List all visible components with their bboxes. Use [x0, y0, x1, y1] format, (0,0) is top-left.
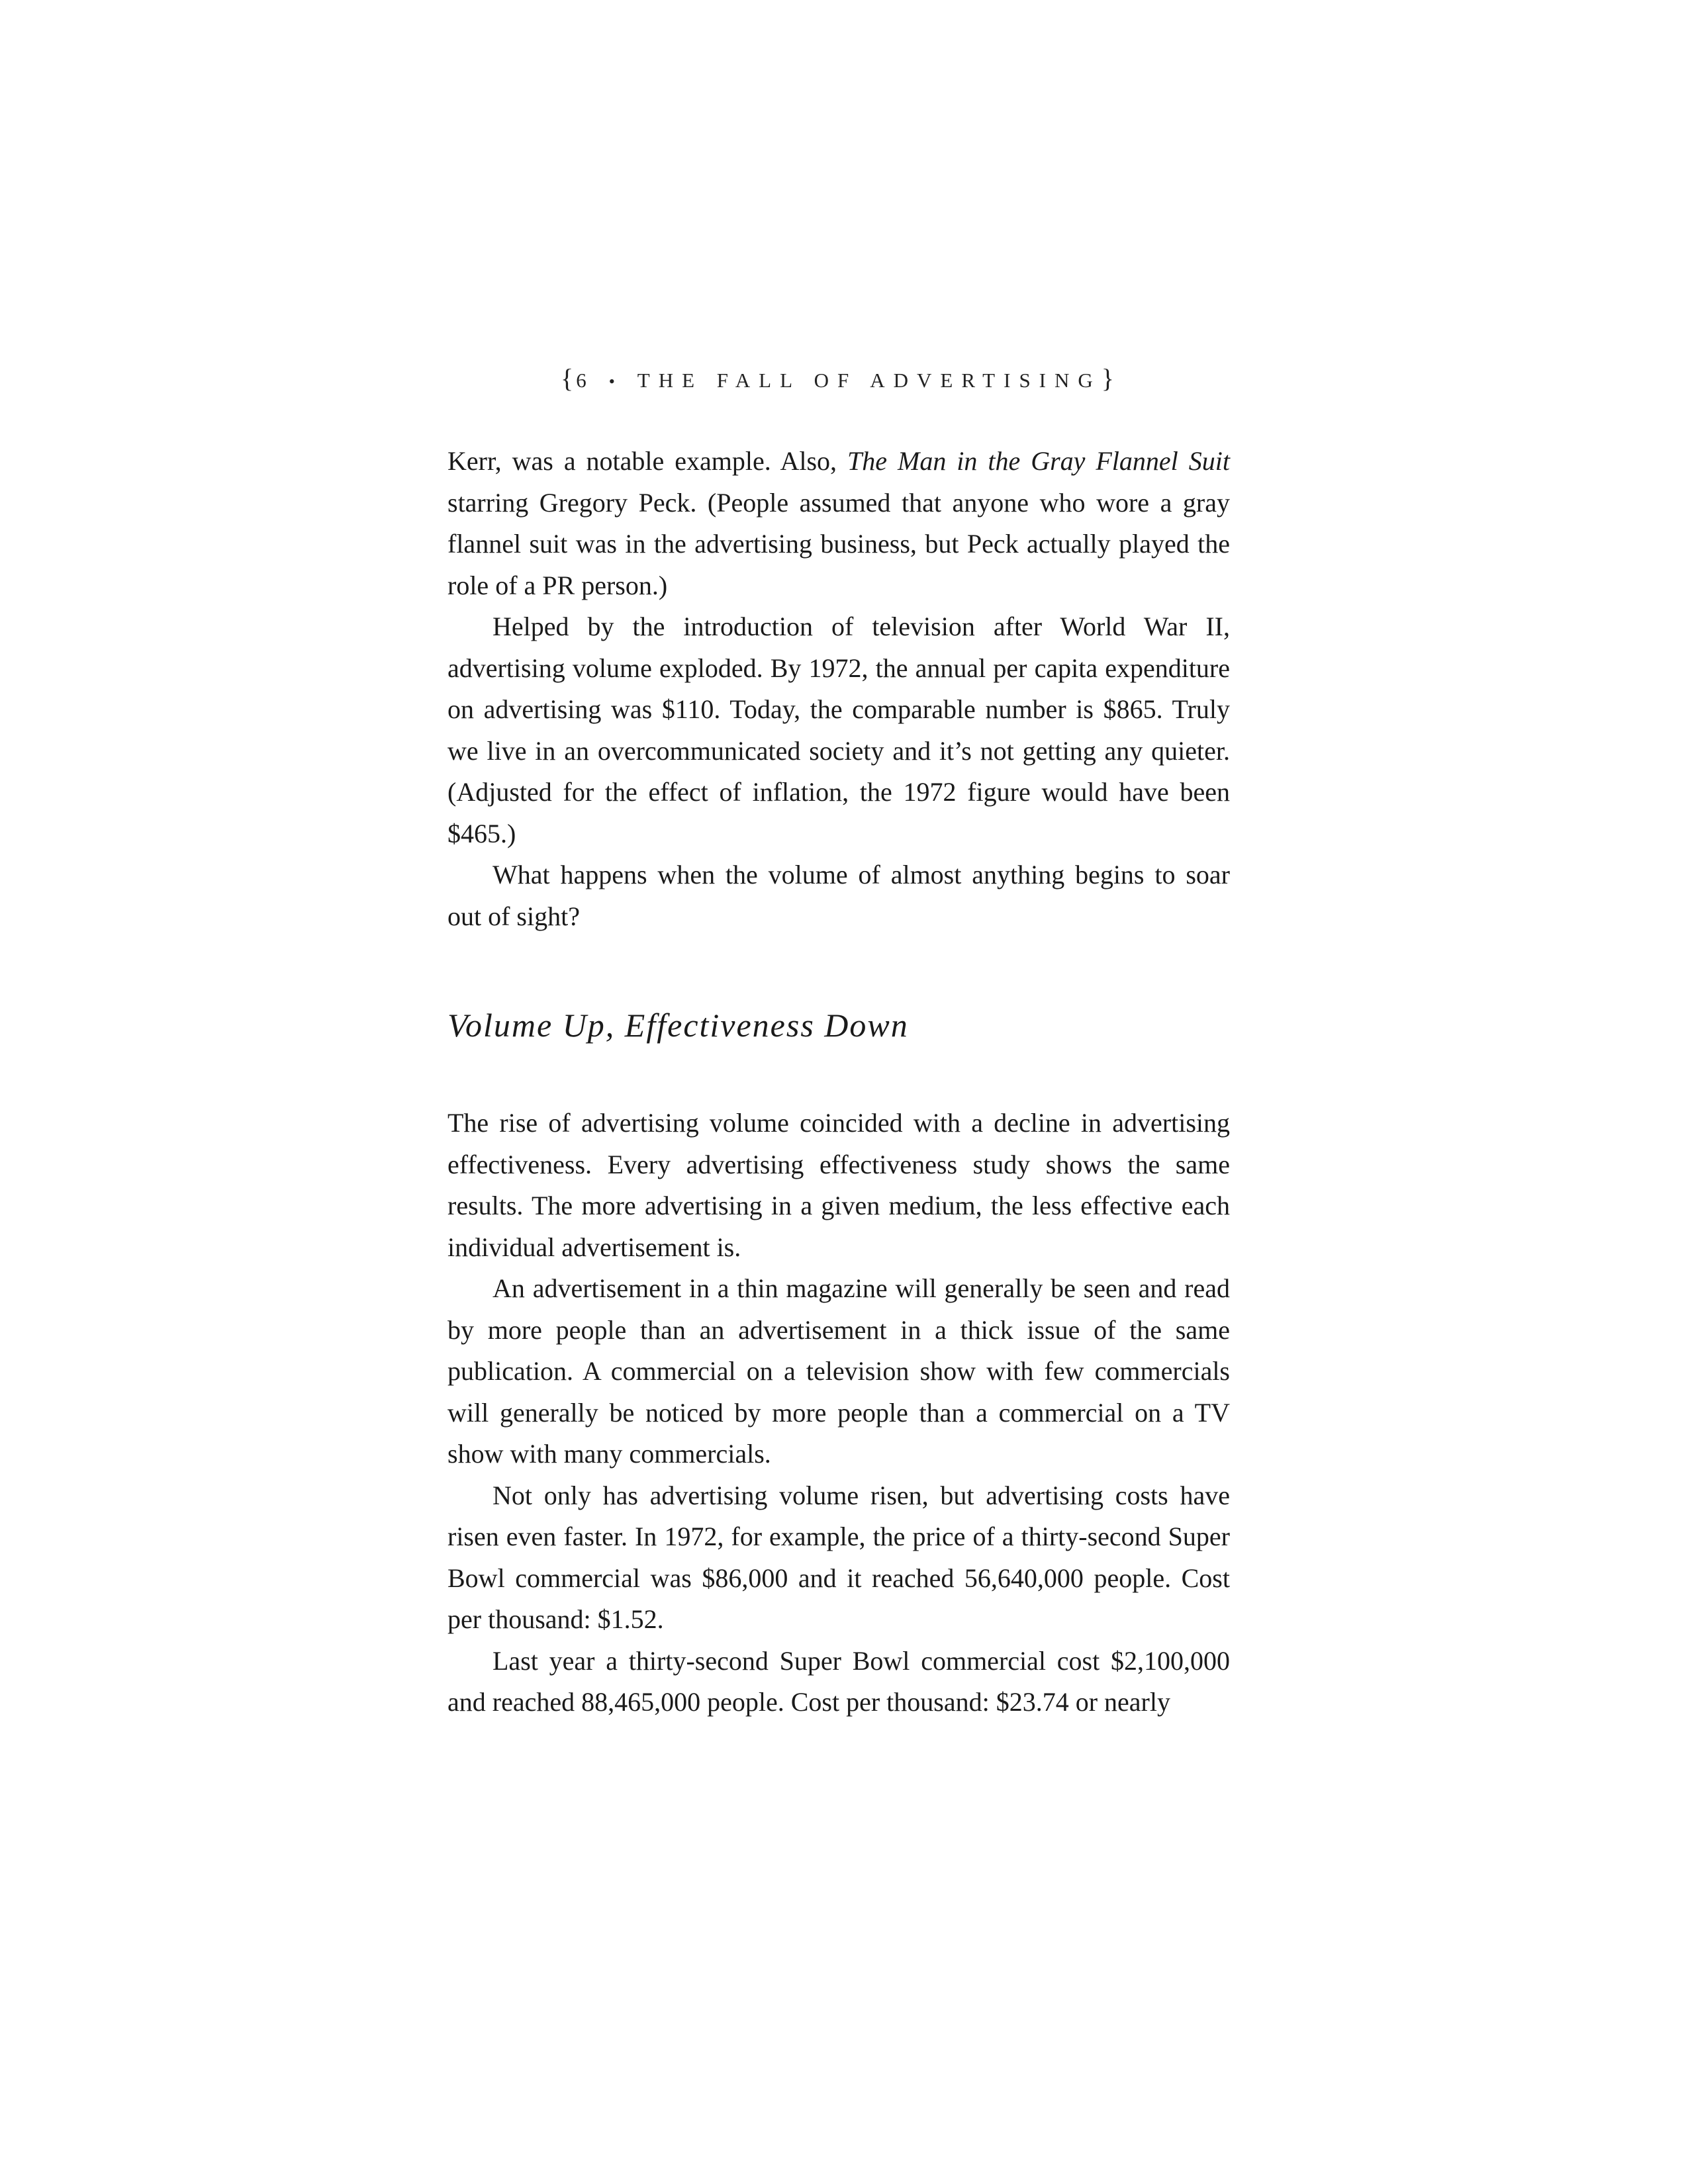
paragraph-7: Last year a thirty-second Super Bowl commercial cost $2,100,000 and reached 88,465,000 people. Cost per thousand: $23.74 or nearly [447, 1645, 1230, 1717]
paragraph-1 [447, 441, 1230, 606]
paragraph-1-lead: Kerr, was a notable example. Also, [447, 446, 848, 476]
running-head-title: THE FALL OF ADVERTISING [637, 369, 1102, 392]
paragraph-6: Not only has advertising volume risen, but advertising costs have risen even faster. In 1972, for example, the price of a thirty-second Super Bowl commercial was $86,000 and it reached 56,640,000 people. Cost per thousand: $1.52. [447, 1480, 1230, 1634]
paragraph-5: An advertisement in a thin magazine will generally be seen and read by more people than an advertisement in a thick issue of the same publication. A commercial on a television show with few commercials will generally be noticed by more people than a commercial on a TV show with many commercials. [447, 1273, 1230, 1469]
paragraph-4: The rise of advertising volume coincided with a decline in advertising effectiveness. Every advertising effectiveness study shows the same results. The more advertising in a given medium, the less effective each individual advertisement is. [447, 1108, 1230, 1262]
paragraph-2: Helped by the introduction of television after World War II, advertising volume exploded. By 1972, the annual per capita expenditure on advertising was $110. Today, the comparable number is $865. Truly we live in an overcommunicated society and it’s not getting any quieter. (Adjusted for the effect of inflation, the 1972 figure would have been $465.) [447, 612, 1230, 848]
section-heading: Volume Up, Effectiveness Down [447, 1007, 909, 1044]
page-number: 6 [576, 369, 589, 392]
running-head-close-brace: } [1101, 363, 1117, 393]
running-head [447, 363, 1230, 394]
paragraph-3: What happens when the volume of almost anything begins to soar out of sight? [447, 860, 1230, 931]
running-head-open-brace: { [560, 363, 577, 393]
film-title: The Man in the Gray Flannel Suit [847, 446, 1230, 476]
body-text-section-2 [447, 1103, 1230, 1723]
body-text-section-1 [447, 441, 1230, 937]
running-head-bullet: • [608, 372, 615, 391]
paragraph-1-rest: starring Gregory Peck. (People assumed that anyone who wore a gray flannel suit was in the advertising business, but Peck actually played the role of a PR person.) [447, 487, 1230, 600]
